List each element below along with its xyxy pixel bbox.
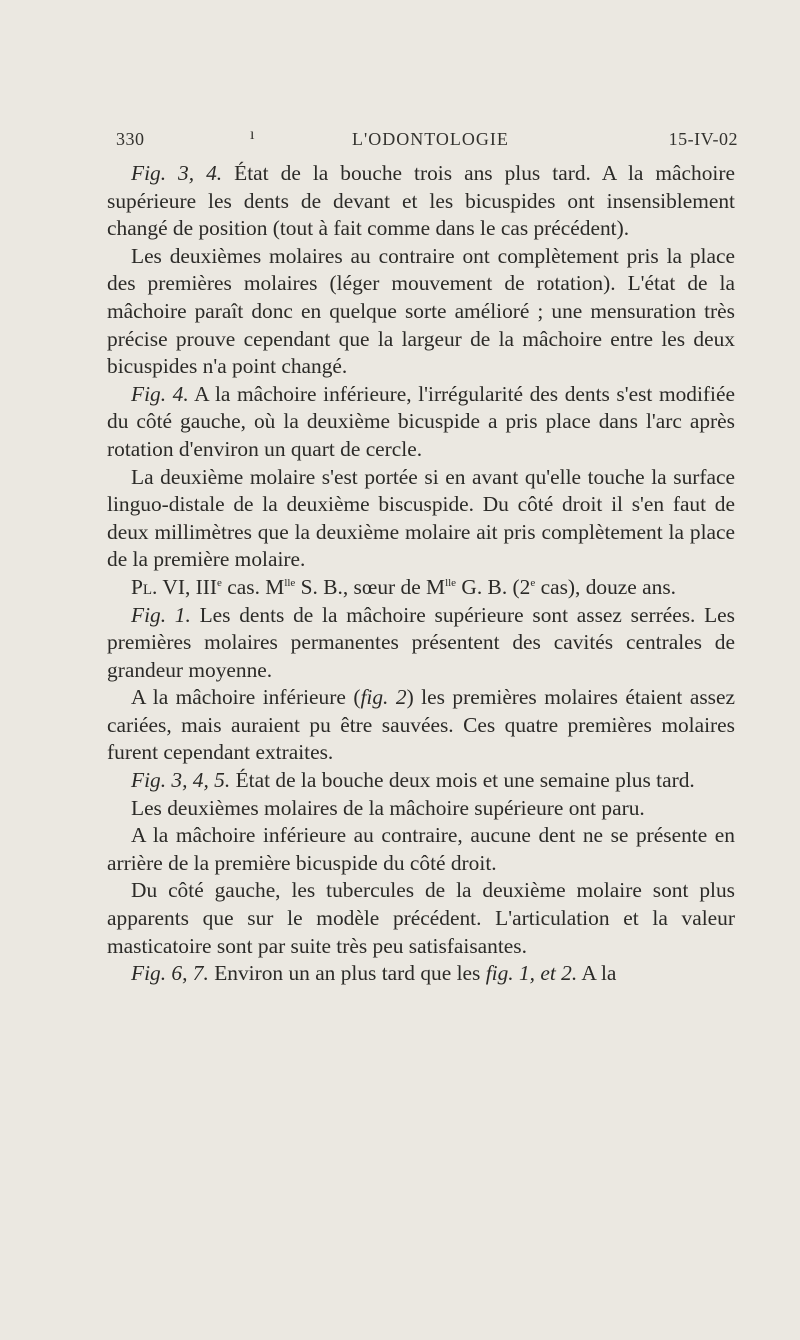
paragraph: A la mâchoire inférieure au contraire, aucune dent ne se présente en arrière de la première bicuspide du côté droit. — [107, 823, 735, 875]
plate-abbreviation: Pl. — [131, 574, 158, 599]
paragraph: Les deuxièmes molaires de la mâchoire supérieure ont paru. — [131, 795, 645, 820]
paragraph: Fig. 3, 4, 5. État de la bouche deux mois et une semaine plus tard. — [131, 768, 695, 793]
printer-mark: ı — [250, 126, 255, 143]
figure-reference: fig. 1, et 2. — [485, 961, 578, 986]
figure-reference: Fig. 3, 4, 5. — [131, 768, 231, 793]
paragraph: Fig. 3, 4. État de la bouche trois ans plus tard. A la mâchoire supérieure les dents de devant et les bicuspides ont insensiblement changé de position (tout à fait comme dans le cas précédent). — [107, 161, 735, 241]
paragraph: Du côté gauche, les tubercules de la deuxième molaire sont plus apparents que sur le modèle précédent. L'articulation et la valeur masticatoire sont par suite très peu satisfaisantes. — [107, 878, 735, 958]
journal-title: L'ODONTOLOGIE — [352, 129, 509, 149]
figure-reference: fig. 2 — [360, 685, 407, 710]
paragraph: A la mâchoire inférieure (fig. 2) les premières molaires étaient assez cariées, mais auraient pu être sauvées. Ces quatre premières molaires furent cependant extraites. — [107, 685, 735, 765]
body-text — [107, 160, 735, 988]
page-number: 330 — [116, 129, 145, 149]
figure-reference: Fig. 1. — [131, 602, 191, 627]
paragraph: Fig. 6, 7. Environ un an plus tard que les fig. 1, et 2. A la — [131, 961, 617, 986]
paragraph: La deuxième molaire s'est portée si en avant qu'elle touche la surface linguo-distale de la deuxième biscuspide. Du côté droit il s'en faut de deux millimètres que la deuxième molaire ait pris complètement la place de la première molaire. — [107, 464, 735, 572]
paragraph: Fig. 1. Les dents de la mâchoire supérieure sont assez serrées. Les premières molaires permanentes présentent des cavités centrales de grandeur moyenne. — [107, 602, 735, 682]
paragraph: Les deuxièmes molaires au contraire ont complètement pris la place des premières molaires (léger mouvement de rotation). L'état de la mâchoire paraît donc en quelque sorte amélioré ; une mensuration très précise prouve cependant que la largeur de la mâchoire entre les deux bicuspides n'a point changé. — [107, 243, 735, 379]
plate-heading: Pl. VI, IIIe cas. $M^{lle}$ S. B., sœur de $M^{lle}$ G. B. (2e cas), douze ans. — [131, 574, 676, 599]
figure-reference: Fig. 4. — [131, 381, 189, 406]
figure-reference: Fig. 3, 4. — [131, 161, 223, 185]
paragraph: Fig. 4. A la mâchoire inférieure, l'irrégularité des dents s'est modifiée du côté gauche, où la deuxième bicuspide a pris place dans l'arc après rotation d'environ un quart de cercle. — [107, 381, 735, 461]
figure-reference: Fig. 6, 7. — [131, 961, 209, 986]
issue-date: 15-IV-02 — [668, 129, 738, 149]
